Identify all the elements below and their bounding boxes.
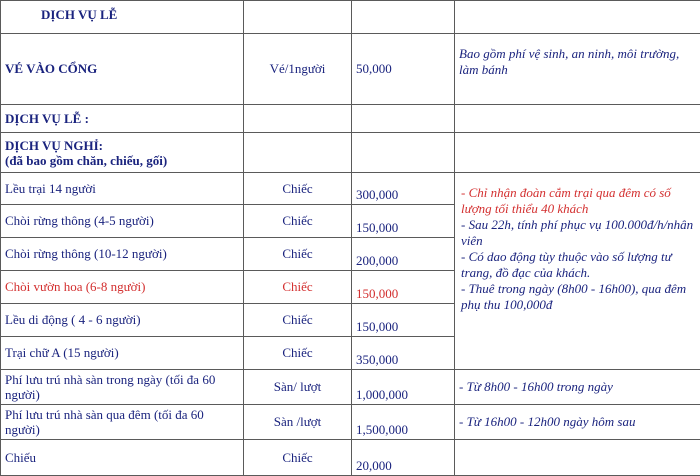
item-unit: Chiếc bbox=[244, 337, 352, 370]
entrance-price: 50,000 bbox=[352, 34, 455, 105]
item-name: Lều di động ( 4 - 6 người) bbox=[1, 304, 244, 337]
stilt-night-price: 1,500,000 bbox=[352, 405, 455, 440]
empty-cell bbox=[244, 105, 352, 133]
empty-cell bbox=[352, 105, 455, 133]
stilt-night-row bbox=[1, 405, 700, 440]
empty-cell bbox=[352, 133, 455, 173]
item-name: Chòi vườn hoa (6-8 người) bbox=[1, 271, 244, 304]
rest-service-row bbox=[1, 133, 700, 173]
group-note: - Có dao động tùy thuộc vào số lượng tư trang, đồ đạc của khách. bbox=[459, 249, 696, 281]
mat-row bbox=[1, 440, 700, 476]
item-price: 150,000 bbox=[352, 271, 455, 304]
rest-service-subtitle: (đã bao gồm chăn, chiếu, gối) bbox=[5, 153, 239, 168]
group-note: - Sau 22h, tính phí phục vụ 100.000đ/h/nhân viên bbox=[459, 217, 696, 249]
item-name: Chòi rừng thông (4-5 người) bbox=[1, 205, 244, 238]
ceremony-service-label: DỊCH VỤ LỄ : bbox=[1, 105, 244, 133]
mat-unit: Chiếc bbox=[244, 440, 352, 476]
group-notes bbox=[455, 173, 700, 370]
item-name: Chòi rừng thông (10-12 người) bbox=[1, 238, 244, 271]
item-unit: Chiếc bbox=[244, 173, 352, 205]
item-name: Trại chữ A (15 người) bbox=[1, 337, 244, 370]
empty-cell bbox=[455, 105, 700, 133]
item-price: 150,000 bbox=[352, 304, 455, 337]
stilt-night-note: - Từ 16h00 - 12h00 ngày hôm sau bbox=[455, 405, 700, 440]
ceremony-service-row bbox=[1, 105, 700, 133]
entrance-row bbox=[1, 34, 700, 105]
stilt-day-name: Phí lưu trú nhà sàn trong ngày (tối đa 60 người) bbox=[1, 370, 244, 405]
mat-name: Chiếu bbox=[1, 440, 244, 476]
item-unit: Chiếc bbox=[244, 205, 352, 238]
mat-price: 20,000 bbox=[352, 440, 455, 476]
stilt-night-unit: Sàn /lượt bbox=[244, 405, 352, 440]
rest-service-heading bbox=[1, 133, 244, 173]
entrance-name: VÉ VÀO CỔNG bbox=[1, 34, 244, 105]
item-row bbox=[1, 173, 700, 205]
stilt-night-name: Phí lưu trú nhà sàn qua đêm (tối đa 60 người) bbox=[1, 405, 244, 440]
item-unit: Chiếc bbox=[244, 304, 352, 337]
stilt-day-note: - Từ 8h00 - 16h00 trong ngày bbox=[455, 370, 700, 405]
empty-cell bbox=[455, 1, 700, 34]
section-header-row bbox=[1, 1, 700, 34]
group-note: - Thuê trong ngày (8h00 - 16h00), qua đêm phụ thu 100,000đ bbox=[459, 281, 696, 313]
stilt-day-unit: Sàn/ lượt bbox=[244, 370, 352, 405]
stilt-day-price: 1,000,000 bbox=[352, 370, 455, 405]
item-unit: Chiếc bbox=[244, 238, 352, 271]
rest-service-title: DỊCH VỤ NGHỈ: bbox=[5, 138, 239, 153]
item-price: 300,000 bbox=[352, 173, 455, 205]
stilt-day-row bbox=[1, 370, 700, 405]
item-price: 350,000 bbox=[352, 337, 455, 370]
item-unit: Chiếc bbox=[244, 271, 352, 304]
empty-cell bbox=[244, 1, 352, 34]
empty-cell bbox=[352, 1, 455, 34]
group-note: - Chỉ nhận đoàn cắm trại qua đêm có số lượng tối thiểu 40 khách bbox=[459, 185, 696, 217]
item-price: 200,000 bbox=[352, 238, 455, 271]
section-header: DỊCH VỤ LỄ bbox=[1, 1, 244, 34]
empty-cell bbox=[244, 133, 352, 173]
empty-cell bbox=[455, 133, 700, 173]
item-name: Lều trại 14 người bbox=[1, 173, 244, 205]
empty-cell bbox=[455, 440, 700, 476]
item-price: 150,000 bbox=[352, 205, 455, 238]
entrance-unit: Vé/1người bbox=[244, 34, 352, 105]
entrance-note: Bao gồm phí vệ sinh, an ninh, môi trường, làm bánh bbox=[455, 34, 700, 105]
